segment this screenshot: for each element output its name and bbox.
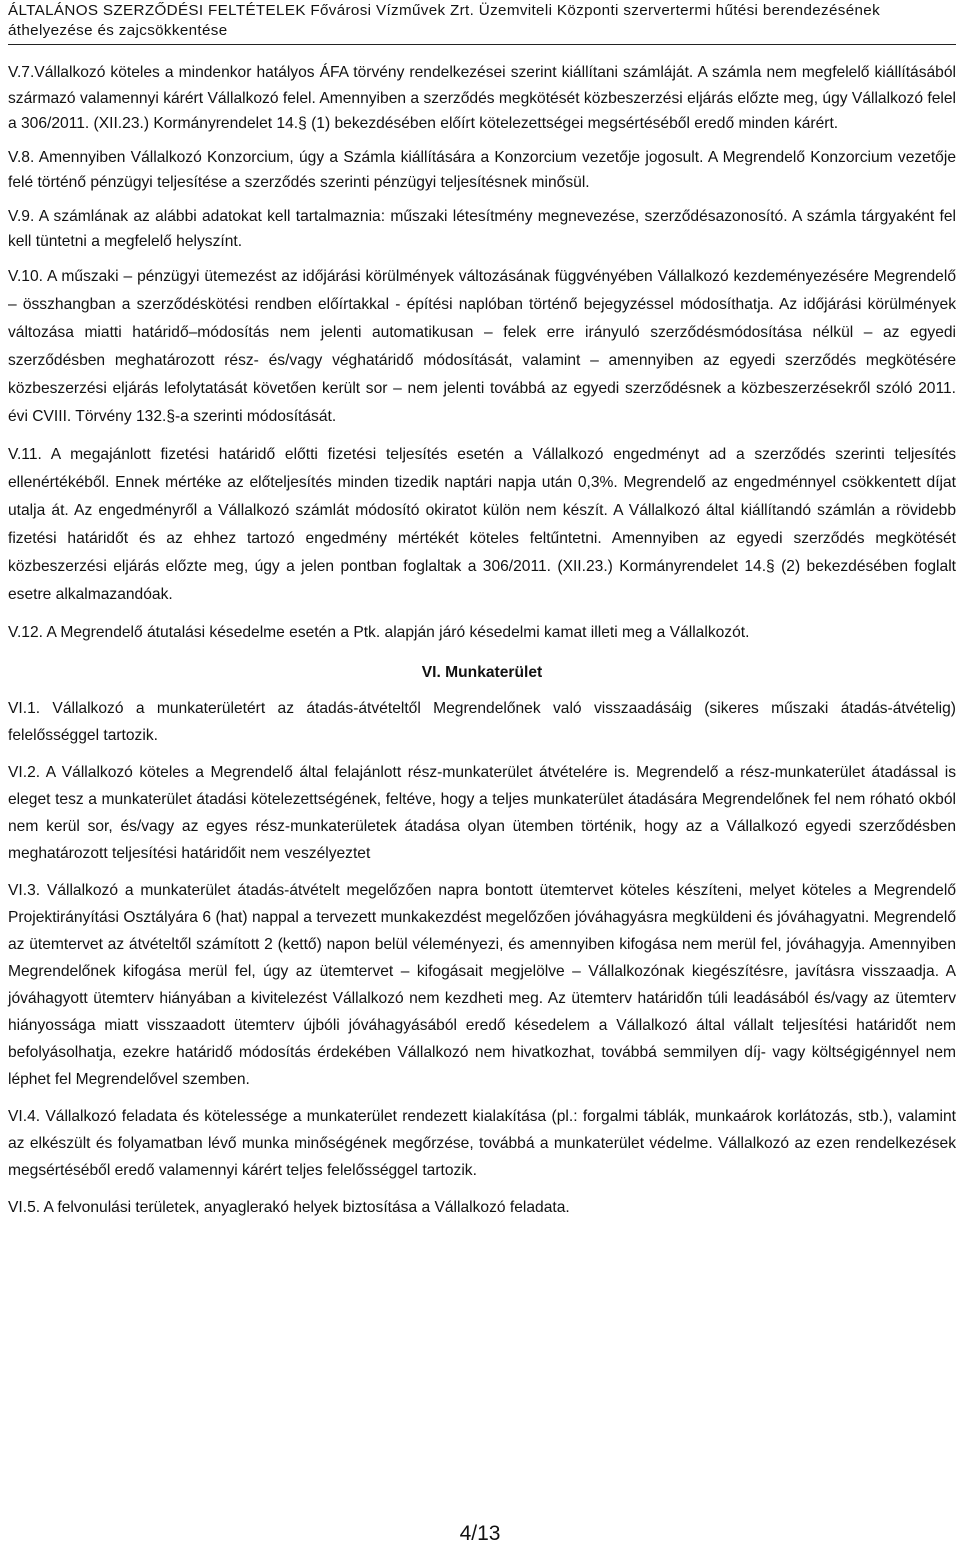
header-divider [8,44,956,45]
section-title: VI. Munkaterület [421,663,543,681]
paragraph-v8: V.8. Amennyiben Vállalkozó Konzorcium, úgy a Számla kiállítására a Konzorcium vezetője jogosult. A Megrendelő Konzorcium vezetője felé történő pénzügyi teljesítése a szerződés szerinti pénzügyi teljesítésnek minősül. [8,148,956,191]
page-number: 4/13 [459,1522,501,1545]
paragraph-vi2: VI.2. A Vállalkozó köteles a Megrendelő által felajánlott rész-munkaterület átvételére is. Megrendelő a rész-munkaterület átadással is eleget tesz a munkaterület átadási kötelezettségének, feltéve, hogy a teljes munkaterület átadására Megrendelőnek fel nem róható okból nem kerül sor, és/vagy az egyes rész-munkaterületek átadása olyan ütemben történik, hogy az a Vállalkozó egyedi szerződésben meghatározott teljesítési határidőit nem veszélyeztet [8,763,956,862]
paragraph-v12: V.12. A Megrendelő átutalási késedelme esetén a Ptk. alapján járó késedelmi kamat illeti meg a Vállalkozót. [8,623,750,641]
paragraph-vi1: VI.1. Vállalkozó a munkaterületért az átadás-átvételtől Megrendelőnek való visszaadásáig (sikeres műszaki átadás-átvételig) felelősséggel tartozik. [8,699,956,744]
paragraph-v9: V.9. A számlának az alábbi adatokat kell tartalmaznia: műszaki létesítmény megnevezése, szerződésazonosító. A számla tárgyaként fel kell tüntetni a megfelelő helyszínt. [8,207,956,250]
running-header: ÁLTALÁNOS SZERZŐDÉSI FELTÉTELEK Fővárosi Vízművek Zrt. Üzemviteli Központi szervertermi hűtési berendezésének áthelyezése és zajcsökkentése [8,2,881,39]
document-body [8,60,956,1231]
paragraph-vi4: VI.4. Vállalkozó feladata és kötelessége a munkaterület rendezett kialakítása (pl.: forgalmi táblák, munkaárok korlátozás, stb.), valamint az elkészült és folyamatban lévő munka minőségének megőrzése, továbbá a munkaterület védelme. Vállalkozó az ezen rendelkezések megsértéséből eredő valamennyi kárért teljes felelősséggel tartozik. [8,1107,956,1179]
paragraph-v10: V.10. A műszaki – pénzügyi ütemezést az időjárási körülmények változásának függvényében Vállalkozó kezdeményezésére Megrendelő – összhangban a szerződéskötési rendben előírtakkal - építési naplóban történő bejegyzéssel módosíthatja. Az időjárási körülmények változása miatti határidő–módosítás nem jelenti automatikusan – felek erre irányuló szerződésmódosítása nélkül – az egyedi szerződésben meghatározott rész- és/vagy véghatáridő módosítását, valamint – amennyiben az egyedi szerződés megkötésére közbeszerzési eljárás lefolytatását követően került sor – nem jelenti továbbá az egyedi szerződésnek a közbeszerzésekről szóló 2011. évi CVIII. Törvény 132.§-a szerinti módosítását. [8,267,956,425]
paragraph-vi3: VI.3. Vállalkozó a munkaterület átadás-átvételt megelőzően napra bontott ütemtervet köteles készíteni, melyet köteles a Megrendelő Projektirányítási Osztályára 6 (hat) nappal a tervezett munkakezdést megelőzően jóváhagyásra megküldeni és jóváhagyatni. Megrendelő az ütemtervet az átvételtől számított 2 (kettő) napon belül véleményezi, és amennyiben kifogása nem merül fel, jóváhagyja. Amennyiben Megrendelőnek kifogása merül fel, úgy az ütemtervet – kifogásait megjelölve – Vállalkozónak kiegészítésre, javításra visszaadja. A jóváhagyott ütemterv hiányában a kivitelezést Vállalkozó nem kezdheti meg. Az ütemterv határidőn túli leadásából és/vagy az ütemterv hiányossága miatt visszaadott ütemterv újbóli jóváhagyásából eredő késedelem a Vállalkozó által vállalt teljesítési határidőt nem befolyásolhatja, ezekre határidő módosítás érdekében Vállalkozó nem hivatkozhat, továbbá semmilyen díj- vagy költségigénnyel nem léphet fel Megrendelővel szemben. [8,881,956,1088]
paragraph-v7: V.7.Vállalkozó köteles a mindenkor hatályos ÁFA törvény rendelkezései szerint kiállítani számláját. A számla nem megfelelő kiállításából származó valamennyi kárért Vállalkozó felel. Amennyiben a szerződés megkötését közbeszerzési eljárás előzte meg, úgy Vállalkozó felel a 306/2011. (XII.23.) Kormányrendelet 14.§ (1) bekezdésében előírt kötelezettségei megsértéséből eredő minden kárért. [8,64,956,132]
paragraph-v11: V.11. A megajánlott fizetési határidő előtti fizetési teljesítés esetén a Vállalkozó engedményt ad a szerződés szerinti teljesítés ellenértékéből. Ennek mértéke az előteljesítés minden tizedik naptári napja után 0,3%. Megrendelő az engedménnyel csökkentett díjat utalja át. Az engedményről a Vállalkozó számlát módosító okiratot külön nem készít. A Vállalkozó által kiállítandó számlán a rövidebb fizetési határidőt és az ehhez tartozó engedmény mértékét köteles feltűntetni. Amennyiben az egyedi szerződés megkötését közbeszerzési eljárás előzte meg, úgy a jelen pontban foglaltak a 306/2011. (XII.23.) Kormányrendelet 14.§ (2) bekezdésében foglalt esetre alkalmazandóak. [8,445,956,603]
paragraph-vi5: VI.5. A felvonulási területek, anyaglerakó helyek biztosítása a Vállalkozó feladata. [8,1198,570,1216]
